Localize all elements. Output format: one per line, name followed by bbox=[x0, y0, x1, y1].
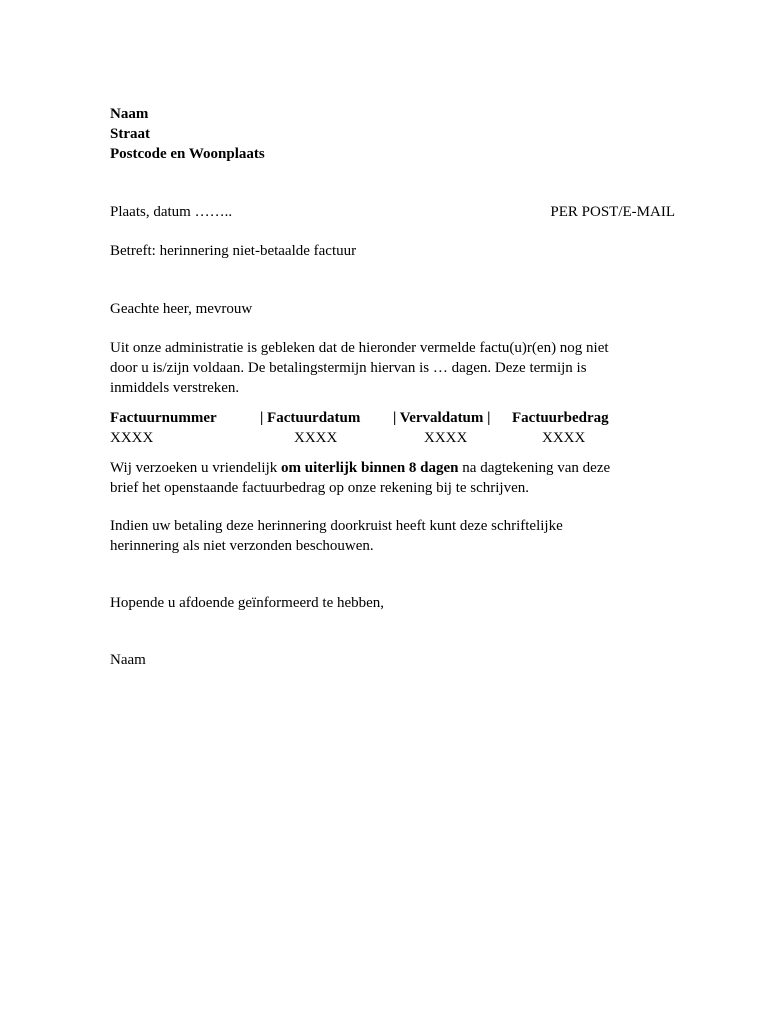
deadline-emphasis: om uiterlijk binnen 8 dagen bbox=[281, 460, 459, 476]
signature: Naam bbox=[110, 652, 146, 668]
paragraph-note bbox=[110, 516, 675, 556]
sender-block bbox=[110, 104, 675, 164]
paragraph-line: herinnering als niet verzonden beschouwen. bbox=[110, 538, 374, 554]
paragraph-line: inmiddels verstreken. bbox=[110, 380, 240, 396]
sender-city: Postcode en Woonplaats bbox=[110, 146, 265, 162]
letter bbox=[110, 104, 675, 670]
table-cell: XXXX bbox=[110, 430, 154, 446]
place-date-row bbox=[110, 202, 675, 222]
subject: Betreft: herinnering niet-betaalde factuur bbox=[110, 243, 357, 259]
paragraph-request bbox=[110, 458, 675, 498]
place-date: Plaats, datum …….. bbox=[110, 204, 233, 220]
paragraph-text: na dagtekening van deze bbox=[458, 460, 611, 476]
paragraph-line: Uit onze administratie is gebleken dat de hieronder vermelde factu(u)r(en) nog niet bbox=[110, 340, 609, 356]
sender-street: Straat bbox=[110, 126, 150, 142]
paragraph-intro bbox=[110, 338, 675, 398]
table-cell: XXXX bbox=[542, 430, 586, 446]
table-header: Factuurnummer bbox=[110, 410, 217, 426]
table-header: | Factuurdatum bbox=[260, 410, 361, 426]
paragraph-text: Wij verzoeken u vriendelijk bbox=[110, 460, 281, 476]
delivery-method: PER POST/E-MAIL bbox=[550, 204, 675, 220]
paragraph-line: brief het openstaande factuurbedrag op onze rekening bij te schrijven. bbox=[110, 480, 529, 496]
salutation: Geachte heer, mevrouw bbox=[110, 301, 253, 317]
closing: Hopende u afdoende geïnformeerd te hebben, bbox=[110, 595, 385, 611]
invoice-table bbox=[110, 408, 675, 448]
paragraph-line bbox=[110, 458, 675, 478]
paragraph-line: Indien uw betaling deze herinnering doorkruist heeft kunt deze schriftelijke bbox=[110, 518, 563, 534]
table-header: | Vervaldatum | bbox=[393, 410, 491, 426]
sender-name: Naam bbox=[110, 106, 149, 122]
table-cell: XXXX bbox=[424, 430, 468, 446]
table-row bbox=[110, 428, 675, 448]
table-header: Factuurbedrag bbox=[512, 410, 609, 426]
table-header-row bbox=[110, 408, 675, 428]
table-cell: XXXX bbox=[294, 430, 338, 446]
paragraph-line: door u is/zijn voldaan. De betalingstermijn hiervan is … dagen. Deze termijn is bbox=[110, 360, 587, 376]
